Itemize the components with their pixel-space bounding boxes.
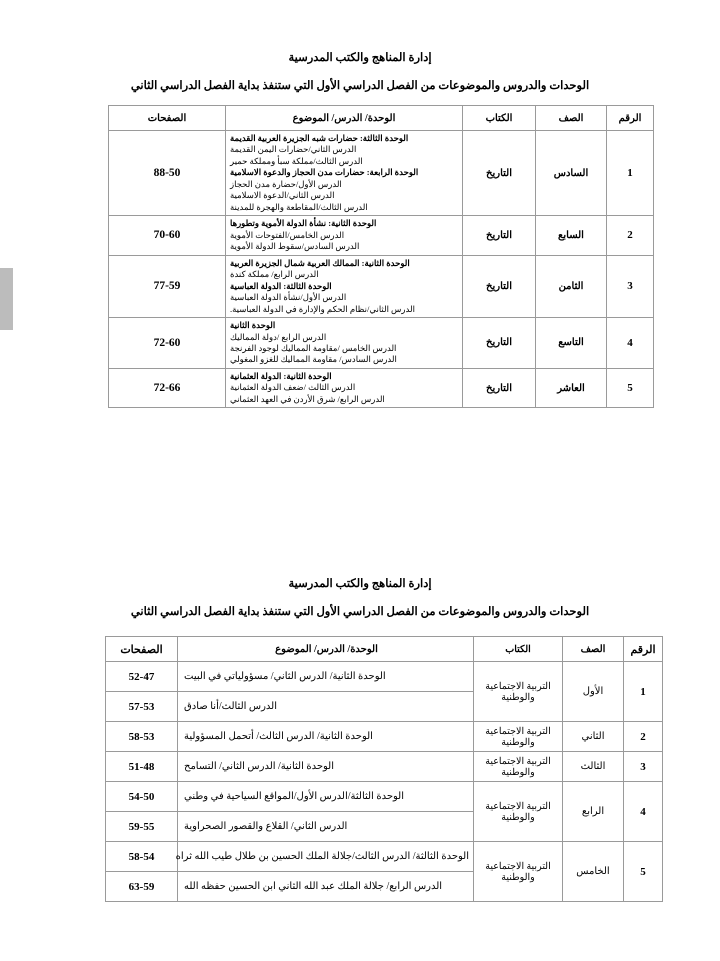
cell-topic: الوحدة الثالثة/ الدرس الثالث/جلالة الملك الحسين بن طلال طيب الله ثراه bbox=[178, 842, 474, 872]
cell-pages: 70-60 bbox=[109, 216, 226, 255]
cell-book: التاريخ bbox=[463, 216, 536, 255]
cell-topic: الوحدة الثانية/ الدرس الثاني/ التسامح bbox=[178, 752, 474, 782]
column-header-pages: الصفحات bbox=[109, 106, 226, 131]
topic-unit-line: الوحدة الثانية: نشأة الدولة الأموية وتطورها bbox=[230, 218, 377, 229]
table-row bbox=[109, 255, 654, 317]
cell-grade: الثامن bbox=[536, 255, 607, 317]
cell-pages: 58-53 bbox=[106, 722, 178, 752]
cell-book: التاريخ bbox=[463, 318, 536, 369]
topic-lesson-line: الدرس الثالث/المقاطعة والهجرة للمدينة bbox=[230, 201, 368, 212]
cell-num: 3 bbox=[607, 255, 654, 317]
cell-topic bbox=[226, 368, 463, 407]
cell-num: 5 bbox=[607, 368, 654, 407]
column-header-book: الكتاب bbox=[463, 106, 536, 131]
cell-pages: 54-50 bbox=[106, 782, 178, 812]
cell-book: التربية الاجتماعية والوطنية bbox=[474, 722, 563, 752]
cell-num: 2 bbox=[607, 216, 654, 255]
cell-topic bbox=[226, 216, 463, 255]
topic-lines bbox=[230, 218, 458, 252]
table-row bbox=[109, 318, 654, 369]
topic-unit-line: الوحدة الثانية: الدولة العثمانية bbox=[230, 370, 332, 381]
cell-topic bbox=[226, 131, 463, 216]
cell-num: 2 bbox=[624, 722, 663, 752]
topic-lines bbox=[230, 371, 458, 405]
topic-lesson-line: الدرس الرابع /دولة المماليك bbox=[230, 331, 327, 342]
cell-pages: 59-55 bbox=[106, 812, 178, 842]
topic-lesson-line: الدرس الثالث /ضعف الدولة العثمانية bbox=[230, 382, 356, 393]
cell-num: 5 bbox=[624, 842, 663, 902]
cell-grade: الأول bbox=[563, 662, 624, 722]
social-table-container bbox=[105, 636, 663, 902]
cell-pages: 57-53 bbox=[106, 692, 178, 722]
cell-book: التاريخ bbox=[463, 131, 536, 216]
topic-unit-line: الوحدة الثالثة: الدولة العباسية bbox=[230, 280, 332, 291]
cell-grade: العاشر bbox=[536, 368, 607, 407]
cell-topic: الدرس الثالث/أنا صادق bbox=[178, 692, 474, 722]
topic-unit-line: الوحدة الثانية: الممالك العربية شمال الجزيرة العربية bbox=[230, 257, 410, 268]
cell-topic: الوحدة الثالثة/الدرس الأول/المواقع السياحية في وطني bbox=[178, 782, 474, 812]
page-subtitle: الوحدات والدروس والموضوعات من الفصل الدراسي الأول التي ستنفذ بداية الفصل الدراسي الثاني bbox=[130, 80, 590, 92]
cell-num: 4 bbox=[607, 318, 654, 369]
cell-book: التربية الاجتماعية والوطنية bbox=[474, 842, 563, 902]
table-row bbox=[106, 752, 663, 782]
column-header-num: الرقم bbox=[624, 637, 663, 662]
page-title: إدارة المناهج والكتب المدرسية bbox=[288, 52, 432, 64]
table-row bbox=[106, 662, 663, 692]
column-header-grade: الصف bbox=[563, 637, 624, 662]
cell-topic bbox=[226, 255, 463, 317]
cell-topic: الوحدة الثانية/ الدرس الثاني/ مسؤولياتي في البيت bbox=[178, 662, 474, 692]
topic-lesson-line: الدرس الرابع/ شرق الأردن في العهد العثماني bbox=[230, 393, 385, 404]
cell-grade: السادس bbox=[536, 131, 607, 216]
topic-lesson-line: الدرس السادس/سقوط الدولة الأموية bbox=[230, 241, 360, 252]
column-header-topic: الوحدة/ الدرس/ الموضوع bbox=[178, 637, 474, 662]
topic-lines bbox=[230, 133, 458, 213]
topic-lesson-line: الدرس الثالث/مملكة سبأ ومملكة حمير bbox=[230, 155, 363, 166]
topic-lines bbox=[230, 320, 458, 366]
history-table bbox=[108, 105, 654, 408]
column-header-pages: الصفحات bbox=[106, 637, 178, 662]
topic-lesson-line: الدرس الرابع/ مملكة كندة bbox=[230, 269, 319, 280]
topic-lines bbox=[230, 258, 458, 315]
column-header-num: الرقم bbox=[607, 106, 654, 131]
cell-pages: 77-59 bbox=[109, 255, 226, 317]
cell-book: التاريخ bbox=[463, 368, 536, 407]
cell-pages: 52-47 bbox=[106, 662, 178, 692]
cell-grade: الخامس bbox=[563, 842, 624, 902]
column-header-topic: الوحدة/ الدرس/ الموضوع bbox=[226, 106, 463, 131]
page-subtitle-2: الوحدات والدروس والموضوعات من الفصل الدراسي الأول التي ستنفذ بداية الفصل الدراسي الثاني bbox=[130, 606, 590, 618]
topic-lesson-line: الدرس الثاني/نظام الحكم والإدارة في الدولة العباسية. bbox=[230, 303, 415, 314]
table-row bbox=[106, 722, 663, 752]
cell-grade: الثالث bbox=[563, 752, 624, 782]
topic-lesson-line: الدرس السادس/ مقاومة المماليك للغزو المغولي bbox=[230, 354, 397, 365]
column-header-book: الكتاب bbox=[474, 637, 563, 662]
history-table-body bbox=[109, 131, 654, 408]
table-row bbox=[106, 782, 663, 812]
topic-lesson-line: الدرس الأول/نشأة الدولة العباسية bbox=[230, 292, 347, 303]
history-table-container bbox=[108, 105, 654, 408]
cell-grade: السابع bbox=[536, 216, 607, 255]
cell-book: التربية الاجتماعية والوطنية bbox=[474, 782, 563, 842]
table-row bbox=[109, 216, 654, 255]
cell-pages: 58-54 bbox=[106, 842, 178, 872]
cell-pages: 88-50 bbox=[109, 131, 226, 216]
cell-num: 1 bbox=[607, 131, 654, 216]
topic-lesson-line: الدرس الثاني/الدعوة الاسلامية bbox=[230, 190, 335, 201]
cell-grade: الرابع bbox=[563, 782, 624, 842]
topic-lesson-line: الدرس الثاني/حضارات اليمن القديمة bbox=[230, 144, 357, 155]
topic-unit-line: الوحدة الثالثة: حضارات شبه الجزيرة العربية القديمة bbox=[230, 133, 409, 143]
table-row bbox=[109, 131, 654, 216]
social-table-body bbox=[106, 662, 663, 902]
cell-book: التربية الاجتماعية والوطنية bbox=[474, 752, 563, 782]
cell-topic: الدرس الرابع/ جلالة الملك عبد الله الثاني ابن الحسين حفظه الله bbox=[178, 872, 474, 902]
table-header-row bbox=[109, 106, 654, 131]
topic-lesson-line: الدرس الأول/حضارة مدن الحجاز bbox=[230, 178, 342, 189]
cell-topic: الدرس الثاني/ القلاع والقصور الصحراوية bbox=[178, 812, 474, 842]
cell-topic bbox=[226, 318, 463, 369]
cell-num: 3 bbox=[624, 752, 663, 782]
table-row bbox=[109, 368, 654, 407]
cell-pages: 63-59 bbox=[106, 872, 178, 902]
cell-topic: الوحدة الثانية/ الدرس الثالث/ أتحمل المسؤولية bbox=[178, 722, 474, 752]
topic-unit-line: الوحدة الثانية bbox=[230, 320, 276, 331]
table-row bbox=[106, 842, 663, 872]
cell-num: 4 bbox=[624, 782, 663, 842]
cell-num: 1 bbox=[624, 662, 663, 722]
cell-grade: الثاني bbox=[563, 722, 624, 752]
topic-lesson-line: الدرس الخامس/الفتوحات الأموية bbox=[230, 229, 345, 240]
social-table bbox=[105, 636, 663, 902]
page-title-2: إدارة المناهج والكتب المدرسية bbox=[288, 578, 432, 590]
cell-book: التاريخ bbox=[463, 255, 536, 317]
cell-book: التربية الاجتماعية والوطنية bbox=[474, 662, 563, 722]
column-header-grade: الصف bbox=[536, 106, 607, 131]
cell-grade: التاسع bbox=[536, 318, 607, 369]
table-header-row bbox=[106, 637, 663, 662]
topic-lesson-line: الدرس الخامس /مقاومة المماليك لوجود الفرنجة bbox=[230, 342, 397, 353]
page-scroll-marker bbox=[0, 268, 13, 330]
cell-pages: 51-48 bbox=[106, 752, 178, 782]
cell-pages: 72-66 bbox=[109, 368, 226, 407]
cell-pages: 72-60 bbox=[109, 318, 226, 369]
topic-unit-line: الوحدة الرابعة: حضارات مدن الحجاز والدعوة الاسلامية bbox=[230, 167, 419, 178]
